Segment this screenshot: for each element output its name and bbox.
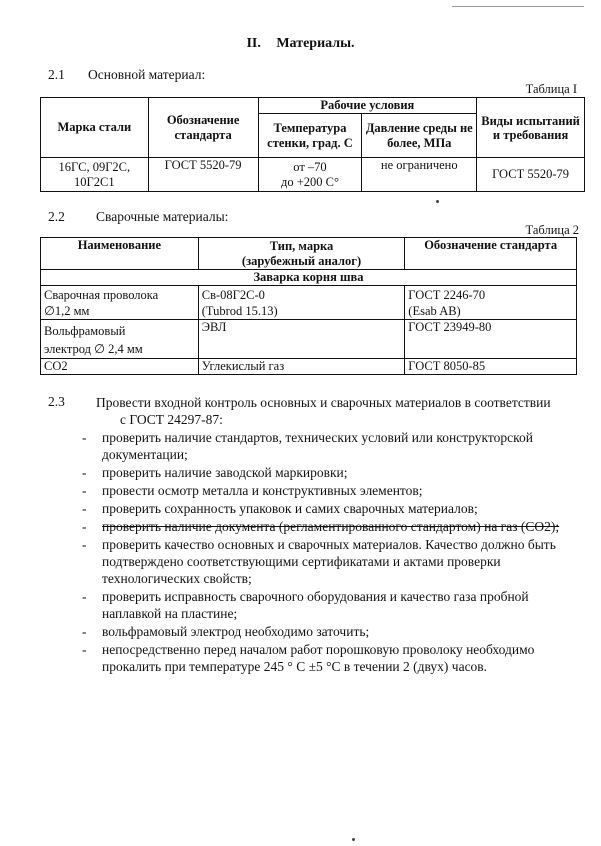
checklist-item: [82, 641, 582, 675]
list-dash: -: [82, 519, 87, 534]
table1-header-temperature: Температура стенки, град. С: [258, 114, 362, 158]
table2-row1-name-line2: ∅1,2 мм: [44, 303, 90, 318]
table1-header-pressure: Давление среды не более, МПа: [362, 114, 477, 158]
subsection-2-1-number: 2.1: [48, 67, 65, 82]
checklist-item-text: проверить сохранность упаковок и самих сварочных материалов;: [102, 501, 478, 516]
checklist-item: [82, 482, 582, 499]
checklist-item-text: проверить наличие заводской маркировки;: [102, 465, 348, 480]
subsection-2-3-number: 2.3: [48, 394, 65, 409]
table2-row1-type-line2: (Tubrod 15.13): [201, 303, 278, 318]
subsection-2-3-intro-line1: Провести входной контроль основных и сварочных материалов в соответствии: [96, 395, 551, 410]
checklist-item-text: непосредственно перед началом работ порошковую проволоку необходимо прокалить при температуре 245 ° С ±5 °С в течении 2 (двух) часов.: [102, 642, 535, 674]
table2-caption: Таблица 2: [525, 223, 579, 237]
section-heading: [0, 36, 601, 52]
table1-cell-temperature: [258, 158, 362, 192]
table2-row3-type: Углекислый газ: [198, 359, 405, 375]
table1-temp-from: от –70: [293, 159, 327, 174]
subsection-2-3-intro-line2: с ГОСТ 24297-87:: [120, 412, 223, 427]
table2-header-name: Наименование: [41, 238, 199, 270]
list-dash: -: [82, 589, 87, 604]
subsection-2-3-intro: [96, 394, 576, 428]
table-welding-materials: [40, 237, 577, 375]
table2-row1-name-line1: Сварочная проволока: [44, 287, 159, 302]
table1-caption: Таблица I: [525, 82, 577, 96]
checklist-item: [82, 429, 582, 463]
list-dash: -: [82, 642, 87, 657]
section-heading-number: II.: [246, 36, 261, 51]
checklist-item-text: провести осмотр металла и конструктивных элементов;: [102, 483, 423, 498]
scan-speck: [352, 838, 355, 841]
scan-speck: [436, 200, 439, 203]
table2-row2-name: [41, 320, 199, 359]
checklist-item-text: проверить качество основных и сварочных материалов. Качество должно быть подтверждено соответствующими сертификатами и актами проверки технологических свойств;: [102, 537, 556, 586]
table2-row1-standard-line1: ГОСТ 2246-70: [408, 287, 486, 302]
table2-row2-name-line1: Вольфрамовый: [44, 324, 126, 338]
table2-row3-name: СО2: [41, 359, 199, 375]
table2-row1-standard: [405, 286, 577, 320]
checklist-item: [82, 588, 582, 622]
table1-header-standard: Обозначение стандарта: [148, 98, 258, 158]
table2-row3-standard: ГОСТ 8050-85: [405, 359, 577, 375]
control-checklist: [82, 429, 582, 676]
table2-section-row: Заварка корня шва: [41, 270, 577, 286]
checklist-item-text: проверить исправность сварочного оборудования и качество газа пробной наплавкой на пластине;: [102, 589, 529, 621]
list-dash: -: [82, 537, 87, 552]
table2-row1-type: [198, 286, 405, 320]
table2-header-type-line1: Тип, марка: [269, 238, 334, 253]
table1-cell-tests: ГОСТ 5520-79: [477, 158, 585, 192]
checklist-item: [82, 500, 582, 517]
section-heading-text: Материалы.: [276, 36, 355, 51]
table1-header-steel: Марка стали: [41, 98, 149, 158]
table1-cell-steel: 16ГС, 09Г2С, 10Г2С1: [41, 158, 149, 192]
subsection-2-2-title: Сварочные материалы:: [96, 209, 229, 224]
table2-header-type: [198, 238, 405, 270]
table-base-material: [40, 97, 585, 192]
table2-row2-standard: ГОСТ 23949-80: [405, 320, 577, 359]
table2-header-type-line2: (зарубежный аналог): [241, 253, 362, 268]
scan-line: [452, 6, 584, 7]
list-dash: -: [82, 483, 87, 498]
table1-header-conditions: Рабочие условия: [258, 98, 477, 114]
table1-cell-standard: ГОСТ 5520-79: [148, 158, 258, 192]
table2-row1-standard-line2: (Esab AB): [408, 303, 461, 318]
checklist-item: [82, 536, 582, 587]
subsection-2-2-number: 2.2: [48, 209, 65, 224]
table2-row2-type: ЭВЛ: [198, 320, 405, 359]
table2-row1-name: [41, 286, 199, 320]
list-dash: -: [82, 624, 87, 639]
checklist-item: [82, 518, 582, 535]
table1-temp-to: до +200 С°: [280, 174, 339, 189]
table2-row1-type-line1: Св-08Г2С-0: [201, 287, 265, 302]
list-dash: -: [82, 430, 87, 445]
list-dash: -: [82, 465, 87, 480]
checklist-item: [82, 623, 582, 640]
table2-header-standard: Обозначение стандарта: [405, 238, 577, 270]
checklist-item-text: проверить наличие стандартов, технических условий или конструкторской документации;: [102, 430, 533, 462]
list-dash: -: [82, 501, 87, 516]
checklist-item-text: проверить наличие документа (регламентированного стандартом) на газ (СО2);: [102, 519, 560, 534]
table1-cell-pressure: не ограничено: [362, 158, 477, 192]
subsection-2-1-title: Основной материал:: [88, 67, 206, 82]
checklist-item-text: вольфрамовый электрод необходимо заточить;: [102, 624, 370, 639]
table1-header-tests: Виды испытаний и требования: [477, 98, 585, 158]
checklist-item: [82, 464, 582, 481]
table2-row2-name-line2: электрод ∅ 2,4 мм: [44, 342, 143, 356]
